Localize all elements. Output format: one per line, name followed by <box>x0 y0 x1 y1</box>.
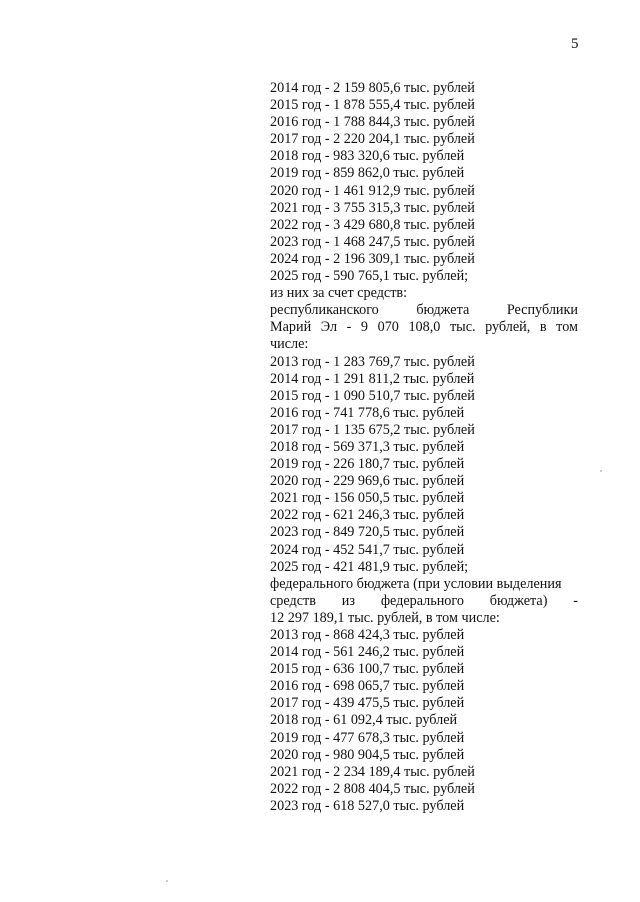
block1-list <box>270 80 578 285</box>
list-item: 2018 год - 569 371,3 тыс. рублей <box>270 438 465 455</box>
republican-heading-line3: числе: <box>270 336 309 353</box>
list-item: 2024 год - 452 541,7 тыс. рублей <box>270 541 465 558</box>
list-item: 2023 год - 618 527,0 тыс. рублей <box>270 797 465 814</box>
federal-heading-line3: 12 297 189,1 тыс. рублей, в том числе: <box>270 609 500 626</box>
list-item: 2020 год - 229 969,6 тыс. рублей <box>270 473 465 490</box>
scan-speck <box>600 470 602 472</box>
list-item: 2014 год - 561 246,2 тыс. рублей <box>270 644 465 661</box>
block3-list <box>270 627 578 815</box>
list-item: 2018 год - 983 320,6 тыс. рублей <box>270 148 465 165</box>
list-item: 2019 год - 477 678,3 тыс. рублей <box>270 729 465 746</box>
list-item: 2019 год - 226 180,7 тыс. рублей <box>270 456 465 473</box>
federal-budget-heading <box>270 576 578 627</box>
list-item: 2020 год - 1 461 912,9 тыс. рублей <box>270 182 475 199</box>
heading-word: средств <box>270 592 316 609</box>
republican-budget-heading <box>270 302 578 353</box>
list-item: 2017 год - 1 135 675,2 тыс. рублей <box>270 421 475 438</box>
republican-heading-line1 <box>270 302 578 319</box>
heading-word: республиканского <box>270 302 379 319</box>
list-item: 2021 год - 2 234 189,4 тыс. рублей <box>270 763 475 780</box>
list-item: 2021 год - 3 755 315,3 тыс. рублей <box>270 199 475 216</box>
list-item: 2018 год - 61 092,4 тыс. рублей <box>270 712 458 729</box>
list-item: 2015 год - 1 090 510,7 тыс. рублей <box>270 387 475 404</box>
list-item: 2022 год - 2 808 404,5 тыс. рублей <box>270 780 475 797</box>
heading-word: из <box>341 592 355 609</box>
heading-word: федерального <box>380 592 464 609</box>
list-item: 2016 год - 698 065,7 тыс. рублей <box>270 678 465 695</box>
list-item: 2014 год - 1 291 811,2 тыс. рублей <box>270 370 475 387</box>
list-item: 2021 год - 156 050,5 тыс. рублей <box>270 490 465 507</box>
list-item: 2013 год - 1 283 769,7 тыс. рублей <box>270 353 475 370</box>
list-item: 2024 год - 2 196 309,1 тыс. рублей <box>270 250 475 267</box>
list-item: 2017 год - 439 475,5 тыс. рублей <box>270 695 465 712</box>
list-item: 2022 год - 3 429 680,8 тыс. рублей <box>270 216 475 233</box>
list-item: 2019 год - 859 862,0 тыс. рублей <box>270 165 465 182</box>
list-item: 2020 год - 980 904,5 тыс. рублей <box>270 746 465 763</box>
document-body <box>270 80 578 815</box>
federal-heading-line2 <box>270 593 578 610</box>
heading-word: бюджета) <box>489 592 548 609</box>
scan-speck <box>166 880 168 882</box>
list-item: 2015 год - 636 100,7 тыс. рублей <box>270 661 465 678</box>
list-item: 2017 год - 2 220 204,1 тыс. рублей <box>270 131 475 148</box>
heading-word: - <box>573 592 578 609</box>
from-them-label: из них за счет средств: <box>270 285 408 302</box>
list-item: 2023 год - 1 468 247,5 тыс. рублей <box>270 233 475 250</box>
page-number: 5 <box>571 36 579 52</box>
list-item: 2025 год - 421 481,9 тыс. рублей; <box>270 558 469 575</box>
list-item: 2025 год - 590 765,1 тыс. рублей; <box>270 268 469 285</box>
heading-word: Республики <box>506 302 578 319</box>
list-item: 2022 год - 621 246,3 тыс. рублей <box>270 507 465 524</box>
heading-word: бюджета <box>416 302 470 319</box>
list-item: 2016 год - 1 788 844,3 тыс. рублей <box>270 114 475 131</box>
list-item: 2016 год - 741 778,6 тыс. рублей <box>270 404 465 421</box>
list-item: 2015 год - 1 878 555,4 тыс. рублей <box>270 97 475 114</box>
list-item: 2023 год - 849 720,5 тыс. рублей <box>270 524 465 541</box>
republican-heading-line2: Марий Эл - 9 070 108,0 тыс. рублей, в том <box>270 319 578 336</box>
list-item: 2014 год - 2 159 805,6 тыс. рублей <box>270 80 475 96</box>
list-item: 2013 год - 868 424,3 тыс. рублей <box>270 627 465 643</box>
federal-heading-line1: федерального бюджета (при условии выделения <box>270 575 562 592</box>
block2-list <box>270 354 578 576</box>
